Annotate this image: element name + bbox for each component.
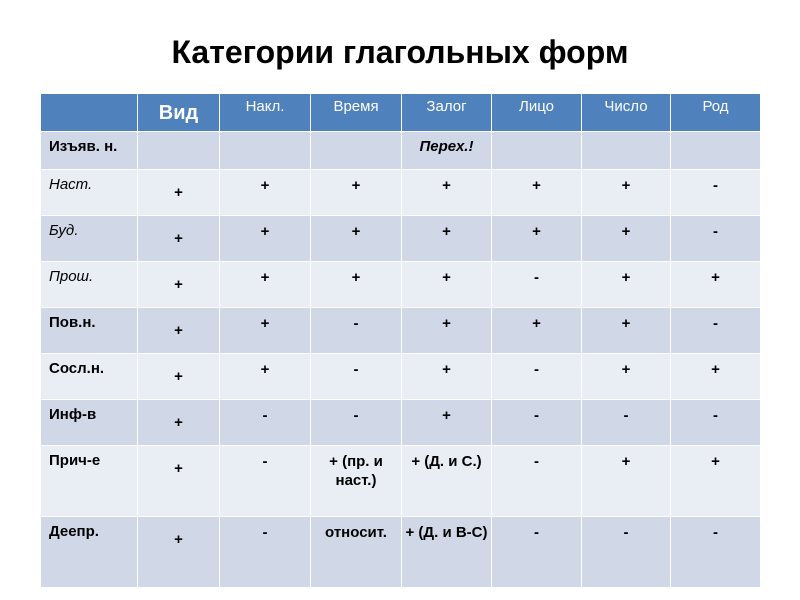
- cell-tense: + (пр. и наст.): [311, 446, 402, 517]
- cell-mood: -: [220, 446, 311, 517]
- cell-gender: +: [671, 262, 761, 308]
- vid-cell: +: [138, 216, 220, 262]
- row-label: Сосл.н.: [41, 354, 138, 400]
- vid-cell: [138, 132, 220, 170]
- cell-number: +: [582, 354, 671, 400]
- cell-voice: +: [402, 262, 492, 308]
- cell-person: +: [492, 216, 582, 262]
- cell-number: +: [582, 262, 671, 308]
- cell-mood: -: [220, 517, 311, 588]
- header-tense: Время: [311, 94, 402, 132]
- verb-categories-table: [40, 93, 761, 588]
- cell-gender: -: [671, 517, 761, 588]
- cell-person: -: [492, 354, 582, 400]
- cell-number: +: [582, 446, 671, 517]
- cell-voice: + (Д. и В-С): [402, 517, 492, 588]
- table-header-row: [41, 94, 761, 132]
- cell-mood: +: [220, 308, 311, 354]
- cell-person: +: [492, 308, 582, 354]
- vid-cell: +: [138, 262, 220, 308]
- header-corner-cell: [41, 94, 138, 132]
- cell-mood: [220, 132, 311, 170]
- cell-tense: -: [311, 400, 402, 446]
- cell-tense: относит.: [311, 517, 402, 588]
- cell-mood: +: [220, 354, 311, 400]
- cell-voice: +: [402, 216, 492, 262]
- cell-person: -: [492, 400, 582, 446]
- cell-mood: -: [220, 400, 311, 446]
- cell-number: +: [582, 216, 671, 262]
- cell-number: -: [582, 517, 671, 588]
- table-row: [41, 446, 761, 517]
- cell-gender: -: [671, 170, 761, 216]
- cell-voice: + (Д. и С.): [402, 446, 492, 517]
- row-label: Изъяв. н.: [41, 132, 138, 170]
- cell-person: -: [492, 446, 582, 517]
- cell-voice: +: [402, 170, 492, 216]
- vid-cell: +: [138, 354, 220, 400]
- cell-person: -: [492, 262, 582, 308]
- cell-tense: +: [311, 262, 402, 308]
- cell-tense: -: [311, 308, 402, 354]
- cell-number: +: [582, 308, 671, 354]
- table-row: [41, 400, 761, 446]
- table-row: [41, 354, 761, 400]
- cell-voice: +: [402, 400, 492, 446]
- table-row: [41, 132, 761, 170]
- row-label: Пов.н.: [41, 308, 138, 354]
- cell-tense: [311, 132, 402, 170]
- cell-voice: Перех.!: [402, 132, 492, 170]
- cell-gender: -: [671, 308, 761, 354]
- row-label: Буд.: [41, 216, 138, 262]
- cell-voice: +: [402, 354, 492, 400]
- table-row: [41, 262, 761, 308]
- cell-number: +: [582, 170, 671, 216]
- cell-gender: -: [671, 400, 761, 446]
- cell-tense: -: [311, 354, 402, 400]
- vid-cell: +: [138, 170, 220, 216]
- table-row: [41, 170, 761, 216]
- vid-cell: +: [138, 308, 220, 354]
- table-row: [41, 216, 761, 262]
- cell-number: [582, 132, 671, 170]
- cell-gender: +: [671, 446, 761, 517]
- cell-gender: [671, 132, 761, 170]
- cell-person: -: [492, 517, 582, 588]
- header-mood: Накл.: [220, 94, 311, 132]
- row-label: Прош.: [41, 262, 138, 308]
- vid-cell: +: [138, 446, 220, 517]
- cell-mood: +: [220, 216, 311, 262]
- row-label: Прич-е: [41, 446, 138, 517]
- cell-gender: -: [671, 216, 761, 262]
- vid-cell: +: [138, 517, 220, 588]
- cell-gender: +: [671, 354, 761, 400]
- cell-number: -: [582, 400, 671, 446]
- page-title: Категории глагольных форм: [171, 34, 629, 70]
- header-gender: Род: [671, 94, 761, 132]
- header-person: Лицо: [492, 94, 582, 132]
- header-voice: Залог: [402, 94, 492, 132]
- cell-mood: +: [220, 170, 311, 216]
- vid-cell: +: [138, 400, 220, 446]
- row-label: Наст.: [41, 170, 138, 216]
- row-label: Инф-в: [41, 400, 138, 446]
- header-vid: Вид: [138, 94, 220, 132]
- cell-person: [492, 132, 582, 170]
- cell-tense: +: [311, 170, 402, 216]
- cell-mood: +: [220, 262, 311, 308]
- cell-person: +: [492, 170, 582, 216]
- cell-voice: +: [402, 308, 492, 354]
- table-row: [41, 308, 761, 354]
- table-row: [41, 517, 761, 588]
- header-number: Число: [582, 94, 671, 132]
- row-label: Деепр.: [41, 517, 138, 588]
- cell-tense: +: [311, 216, 402, 262]
